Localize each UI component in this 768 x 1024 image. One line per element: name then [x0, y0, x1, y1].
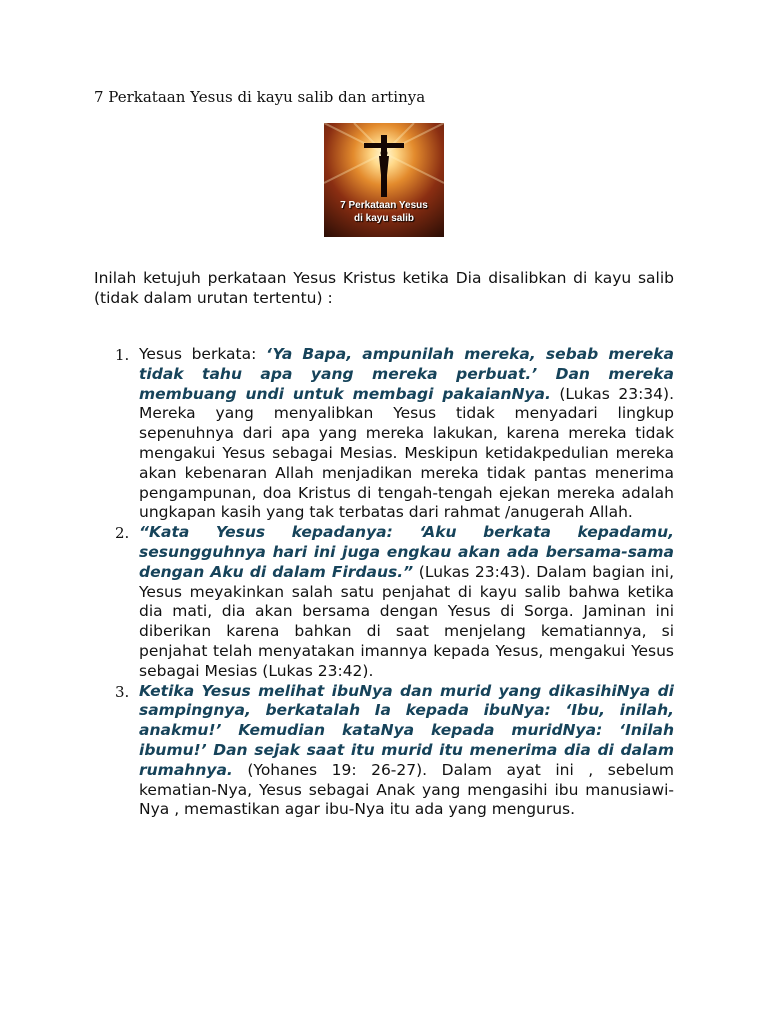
list-number: 1. [115, 346, 130, 364]
list-number: 3. [115, 682, 130, 701]
item-body: (Yohanes 19: 26-27). Dalam ayat ini , sebelum kematian-Nya, Yesus sebagai Anak yang mengasihi ibu manusiawi-Nya , memastikan agar ibu-Nya itu ada yang mengurus. [139, 760, 674, 819]
crucifix-image [324, 123, 444, 237]
item-body: (Lukas 23:34). Mereka yang menyalibkan Yesus tidak menyadari lingkup sepenuhnya dari apa yang mereka lakukan, karena mereka tidak mengakui Yesus sebagai Mesias. Meskipun ketidakpedulian mereka akan kebenaran Allah menjadikan mereka tidak pantas menerima pengampunan, doa Kristus di tengah-tengah ejekan mereka adalah ungkapan kasih yang tak terbatas dari rahmat /anugerah Allah. [139, 384, 674, 522]
image-caption-line1: 7 Perkataan Yesus [340, 200, 428, 211]
list-item [94, 682, 674, 821]
sayings-list [94, 345, 674, 820]
list-item [94, 345, 674, 523]
list-item [94, 523, 674, 681]
list-item-text [139, 345, 674, 523]
item-quote: “Kata Yesus kepadanya: ‘Aku berkata kepadamu, sesungguhnya hari ini juga engkau akan ada bersama-sama dengan Aku di dalam Firdaus.” [139, 523, 674, 581]
list-number: 2. [115, 524, 130, 543]
image-caption-line2: di kayu salib [353, 213, 415, 224]
intro-paragraph: Inilah ketujuh perkataan Yesus Kristus ketika Dia disalibkan di kayu salib (tidak dalam urutan tertentu) : [94, 269, 674, 307]
item-quote: ‘Ya Bapa, ampunilah mereka, sebab mereka tidak tahu apa yang mereka perbuat.’ Dan mereka membuang undi untuk membagi pakaianNya. [139, 345, 674, 403]
item-quote: Ketika Yesus melihat ibuNya dan murid yang dikasihiNya di sampingnya, berkatalah Ia kepada ibuNya: ‘Ibu, inilah, anakmu!’ Kemudian kataNya kepada muridNya: ‘Inilah ibumu!’ Dan sejak saat itu murid itu menerima dia di dalam rumahnya. [139, 681, 674, 779]
item-lead: Yesus berkata: [139, 345, 266, 363]
document-title: 7 Perkataan Yesus di kayu salib dan artinya [94, 88, 426, 106]
list-item-text [139, 523, 674, 681]
list-item-text [139, 682, 674, 821]
item-body: (Lukas 23:43). Dalam bagian ini, Yesus meyakinkan salah satu penjahat di kayu salib bahwa ketika dia mati, dia akan bersama dengan Yesus di Sorga. Jaminan ini diberikan karena bahkan di saat menjelang kematiannya, si penjahat telah menyatakan imannya kepada Yesus, mengakui Yesus sebagai Mesias (Lukas 23:42). [139, 562, 675, 680]
